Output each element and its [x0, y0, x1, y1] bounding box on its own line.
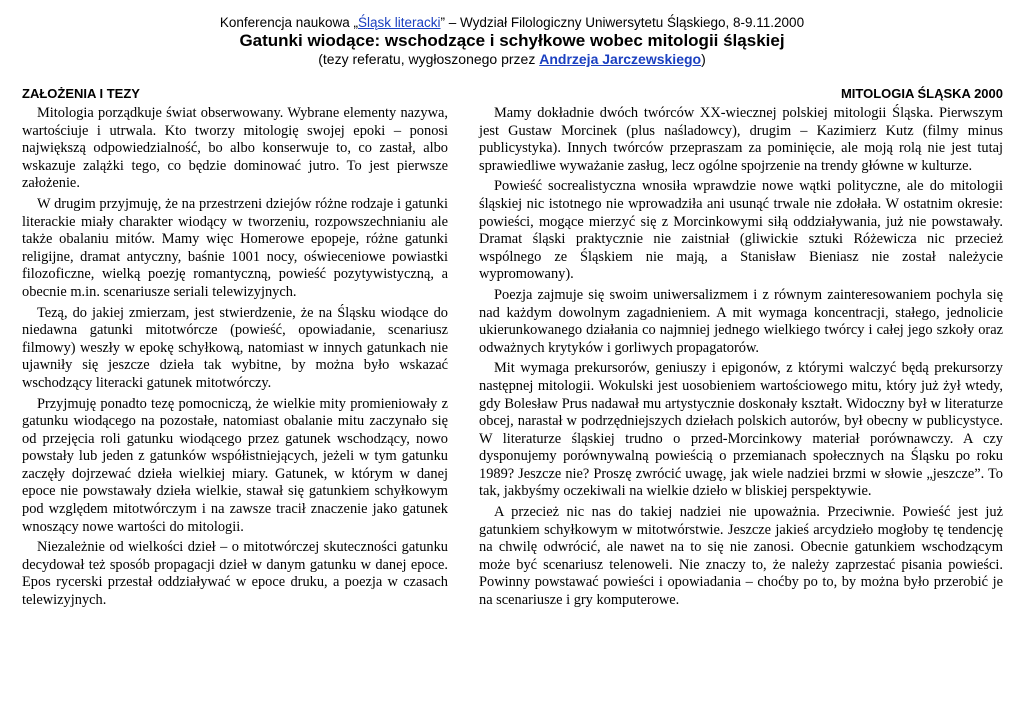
- right-column-heading: MITOLOGIA ŚLĄSKA 2000: [840, 86, 1003, 101]
- page-header: [0, 0, 1024, 68]
- right-paragraph-5: A przecież nic nas do takiej nadziei nie upoważnia. Przeciwnie. Powieść jest już gatunkiem schyłkowym w mitotwórstwie. Jeszcze jakieś arcydzieło mogłoby tę tendencję na chwilę odwrócić, ale nawet na to się nie zanosi. Obecnie gatunkiem wschodzącym może być scenariusz telenoweli. Nie znaczy to, że należy zaprzestać pisania powieści. Powinny powstawać powieści i opowiadania – choćby po to, by można było przerobić je na scenariusze i gry komputerowe.: [479, 504, 1003, 609]
- right-paragraph-1: Mamy dokładnie dwóch twórców XX-wiecznej polskiej mitologii Śląska. Pierwszym jest Gustaw Morcinek (plus naśladowcy), drugim – Kazimierz Kutz (filmy minus publicystyka). Innych twórców przepraszam za pominięcie, ale moją rolą nie jest tutaj sprawiedliwe wyważanie zasług, lecz ogólne spojrzenie na trendy główne w kulturze.: [479, 105, 1003, 174]
- left-paragraph-2: W drugim przyjmuję, że na przestrzeni dziejów różne rodzaje i gatunki literackie miały charakter wiodący w tworzeniu, rozpowszechnianiu ale także obalaniu mitów. Mamy więc Homerowe epopeje, różne gatunki religijne, dramat antyczny, baśnie 1001 nocy, oświeceniowe powiastki filozoficzne, wielką poezję romantyczną, powieść pozytywistyczną, a obecnie m.in. scenariusze seriali telewizyjnych.: [22, 195, 448, 300]
- left-paragraph-5: Niezależnie od wielkości dzieł – o mitotwórczej skuteczności gatunku decydował też sposób propagacji dzieł w danym gatunku w danej epoce. Epos rycerski przestał oddziaływać w epoce druku, a poezja w czasach telewizyjnych.: [22, 539, 448, 609]
- right-paragraph-2: Powieść socrealistyczna wnosiła wprawdzie nowe wątki polityczne, ale do mitologii śląskiej nic istotnego nie wprowadziła ani usunąć trwale nie zdołała. W ostatnim okresie: powieści, mogące mierzyć się z Morcinkowymi siłą oddziaływania, już nie powstawały. Dramat śląski praktycznie nie zaistniał (gliwickie sztuki Różewicza nic przecież wspólnego ze Śląskiem nie mają, a Stanisław Bieniasz nie został należycie wypromowany).: [479, 178, 1003, 283]
- left-paragraph-3: Tezą, do jakiej zmierzam, jest stwierdzenie, że na Śląsku wiodące do niedawna gatunki mitotwórcze (powieść, opowiadanie, scenariusz filmowy) weszły w epokę schyłkową, natomiast w innych gatunkach nie ujawniły się jeszcze dzieła tak wybitne, by można było wskazać wschodzący literacki gatunek mitotwórczy.: [22, 304, 448, 391]
- page-title: Gatunki wiodące: wschodzące i schyłkowe wobec mitologii śląskiej: [239, 31, 785, 50]
- subtitle-suffix: ): [701, 51, 706, 67]
- left-paragraph-1: Mitologia porządkuje świat obserwowany. Wybrane elementy nazywa, wartościuje i utrwala. Kto tworzy mitologię swojej epoki – ponosi największą odpowiedzialność, bo albo konserwuje to, co zastał, albo wskazuje zalążki tego, co będzie dominować jutro. To jest pierwsze założenie.: [22, 105, 448, 192]
- conference-prefix: Konferencja naukowa „: [219, 15, 358, 30]
- right-column: [479, 84, 1003, 613]
- subtitle-prefix: (tezy referatu, wygłoszonego przez: [318, 51, 540, 67]
- right-paragraph-3: Poezja zajmuje się swoim uniwersalizmem i z równym zainteresowaniem pochyla się nad każdym dowolnym zagadnieniem. A mit wymaga koncentracji, stałego, jednolicie ukierunkowanego działania co najmniej jednego wielkiego twórcy i całej jego szkoły oraz odważnych krytyków i gorliwych propagatorów.: [479, 286, 1003, 356]
- conference-suffix: ” – Wydział Filologiczny Uniwersytetu Śląskiego, 8-9.11.2000: [440, 15, 805, 30]
- left-column: [22, 84, 448, 613]
- subtitle: [0, 51, 1024, 68]
- left-column-heading: ZAŁOŻENIA I TEZY: [22, 86, 140, 101]
- right-paragraph-4: Mit wymaga prekursorów, geniuszy i epigonów, z którymi walczyć będą prekursorzy następnej mitologii. Wokulski jest uosobieniem wartościowego mitu, który już żył wtedy, gdy Bolesław Prus nadawał mu artystycznie doskonały kształt. Widoczny był w literaturze obcej, narastał w podrzędniejszych dziełach polskich autorów, był obecny w publicystyce. W literaturze śląskiej trudno o przed-Morcinkowy materiał porównawczy. A czy dysponujemy porównywalną powieścią o przemianach społecznych na Śląsku po roku 1989? Jeszcze nie? Proszę zwrócić uwagę, jak wiele nadziei brzmi w słowie „jeszcze”. To tak, jakbyśmy oczekiwali na wielkie dzieło w bliskiej perspektywie.: [479, 360, 1003, 500]
- conference-line: [0, 15, 1024, 31]
- conference-link[interactable]: Śląsk literacki: [358, 15, 441, 30]
- left-paragraph-4: Przyjmuję ponadto tezę pomocniczą, że wielkie mity promieniowały z gatunku wiodącego na pozostałe, natomiast obalanie mitu zaczynało się od przejęcia roli gatunku wiodącego przez gatunek wschodzący, nowo powstały lub jeden z gatunków współistniejących, jeżeli w tym gatunku zaczęły dojrzewać dzieła wielkiej miary. Gatunek, w którym w danej epoce nie powstawały dzieła wielkie, stawał się gatunkiem schyłkowym pod względem mitotwórczym i na zawsze tracił znaczenie jako gatunek wnoszący nowe wartości do mitologii.: [22, 395, 448, 535]
- author-link[interactable]: Andrzeja Jarczewskiego: [539, 51, 702, 67]
